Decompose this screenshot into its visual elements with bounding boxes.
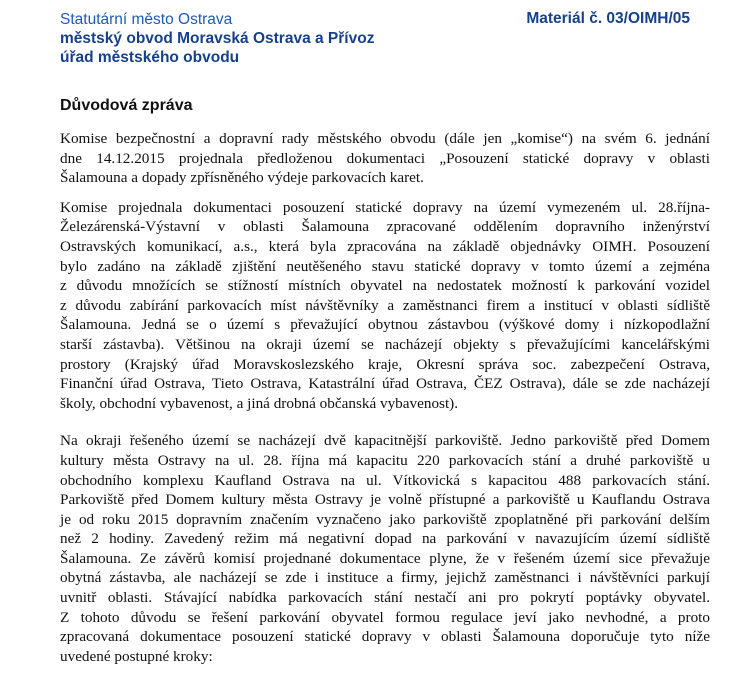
text-line: z důvodu množících se stížností místních obyvatel na nedostatek možností k parkování vozidel (60, 277, 710, 295)
text-line: bylo zadáno na základě zjištění neutěšeného stavu statické dopravy v tomto území a zejména (60, 257, 710, 275)
text-line: Z tohoto důvodu se řešení parkování obyvatel formou regulace jeví jako nevhodné, a proto (60, 608, 710, 626)
text-line: obytná zástavba, ale nacházejí se zde i instituce a firmy, jejichž zaměstnanci i návštěvníci parkují (60, 569, 710, 587)
office-name: úřad městského obvodu (60, 49, 240, 66)
material-number: Materiál č. 03/OIMH/05 (526, 10, 690, 27)
text-line: Šalamouna. Jedná se o území s převažující obytnou zástavbou (výškové domy i nízkopodlažní (60, 316, 710, 334)
city-name: Statutární město Ostrava (60, 11, 233, 28)
text-line: Ostravských komunikací, a.s., která byla zpracována na základě objednávky OIMH. Posouzení (60, 237, 710, 255)
letterhead (60, 10, 374, 67)
text-line: zpracovaná dokumentace posouzení statické dopravy v oblasti Šalamouna doporučuje tyto níže (60, 628, 710, 646)
text-line: je od roku 2015 dopravním značením vyznačeno jako parkoviště zpoplatněné při parkování delším (60, 510, 710, 528)
document-title: Důvodová zpráva (60, 97, 193, 114)
text-line: Šalamouna a dopady zpřísněného výdeje parkovacích karet. (60, 169, 424, 187)
paragraph-1 (60, 129, 710, 188)
text-line: než 2 hodiny. Zavedený režim má negativní dopad na parkování v navazujícím území sídliště (60, 530, 710, 548)
text-line: Komise bezpečnostní a dopravní rady městského obvodu (dále jen „komise“) na svém 6. jednání (60, 130, 710, 147)
text-line: starší zástavba). Většinou na okraji území se nacházejí objekty s převažujícími kancelářskými (60, 335, 710, 353)
text-line: uvnitř oblasti. Stávající nabídka parkovacích stání nestačí ani pro pokrytí poptávky obyvatel. (60, 589, 710, 607)
text-line: Finanční úřad Ostrava, Tieto Ostrava, Katastrální úřad Ostrava, ČEZ Ostrava), dále se zde nacházejí (60, 375, 710, 393)
text-line: Na okraji řešeného území se nacházejí dvě kapacitnější parkoviště. Jedno parkoviště před Domem (60, 432, 710, 450)
text-line: Komise projednala dokumentaci posouzení statické dopravy na území vymezeném ul. 28.října- (60, 198, 710, 216)
text-line: školy, obchodní vybavenost, a jiná drobná občanská vybavenost). (60, 394, 459, 412)
text-line: kultury města Ostravy na ul. 28. října má kapacitu 220 parkovacích stání a druhé parkoviště u (60, 451, 710, 469)
text-line: dne 14.12.2015 projednala předloženou dokumentaci „Posouzení statické dopravy v oblasti (60, 149, 710, 167)
text-line: Železárenská-Výstavní v oblasti Šalamouna zpracované oddělením dopravního inženýrství (60, 218, 710, 236)
paragraph-2 (60, 198, 710, 414)
paragraph-3 (60, 431, 710, 666)
document-body (60, 129, 710, 666)
text-line: obchodního komplexu Kaufland Ostrava na ul. Vítkovická s kapacitou 488 parkovacích stání. (60, 471, 710, 489)
text-line: Parkoviště před Domem kultury města Ostravy je volně přístupné a parkoviště u Kauflandu Ostrava (60, 491, 710, 509)
text-line: uvedené postupné kroky: (60, 647, 213, 665)
district-name: městský obvod Moravská Ostrava a Přívoz (60, 30, 375, 47)
text-line: Šalamouna. Ze závěrů komisí projednané dokumentace plyne, že v řešeném území sice převažuje (60, 549, 710, 567)
text-line: prostory (Krajský úřad Moravskoslezského kraje, Okresní správa soc. zabezpečení Ostrava, (60, 355, 710, 373)
text-line: z důvodu zabírání parkovacích míst návštěvníky a zaměstnanci firem a institucí v oblasti sídliště (60, 296, 710, 314)
